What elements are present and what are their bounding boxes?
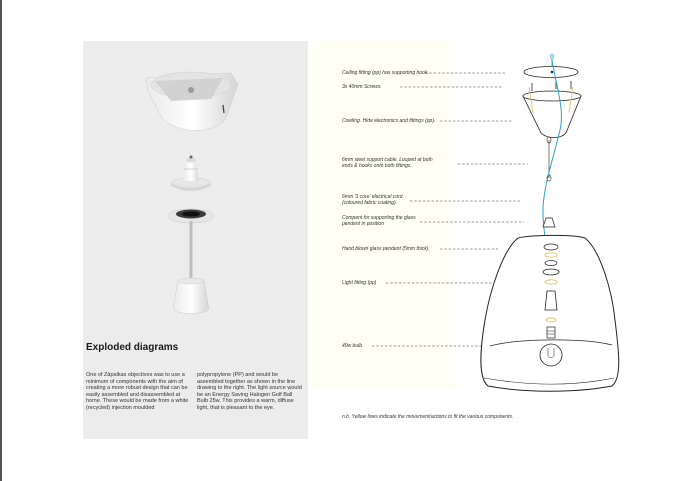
callout-electrical-cord-line-1: 6mm '3 core' electrical cord (342, 194, 403, 200)
callout-ceiling-fitting: Ceiling fitting (pp) has supporting hook. (342, 70, 429, 76)
callout-cowling: Cowling. Hide electronics and fittings (pp). (342, 118, 436, 124)
callout-support-cable-line-2: ends & hooks onto both fittings. (342, 163, 412, 169)
ceiling-fitting-drawing (524, 55, 578, 78)
section-title: Exploded diagrams (86, 342, 179, 353)
description-column-1: One of Zāpalkas objectives was to use a minimum of components with the aim of creating a more robust design that can be easily assembled and disassembled at home. These would be made from a white (recycled) injection moulded (86, 372, 189, 411)
callout-support-cable-line-1: 6mm steel support cable. Looped at both (342, 157, 433, 163)
callout-electrical-cord-line-2: (coloured fabric coating). (342, 200, 398, 206)
glass-pendent-drawing (481, 235, 619, 391)
callout-glass-pendent: Hand blown glass pendent (5mm thick). (342, 246, 430, 252)
callout-bulb: 40w bulb. (342, 343, 364, 349)
screws-drawing (532, 81, 571, 91)
callout-light-fitting: Light fitting (pp) (342, 280, 377, 286)
footnote: n.b. Yellow lines indicate the movement/actions to fit the various components. (342, 414, 514, 420)
callout-glass-support-line-1: Compent for supporting the glass (342, 215, 416, 221)
callout-screws: 3x 40mm Screws. (342, 84, 382, 90)
glass-support-drawing (543, 218, 555, 227)
description-column-2: polypropylene (PP) and would be assembled together as shown in the line drawing to the right. The light source would be an Energy Saving Halogen Golf Ball Bulb 25w. This provides a warm, diffuse light, that is pleasant to the eye. (197, 372, 302, 411)
callout-glass-support-line-2: pendent in position (342, 221, 384, 227)
cowling-drawing (523, 91, 581, 138)
